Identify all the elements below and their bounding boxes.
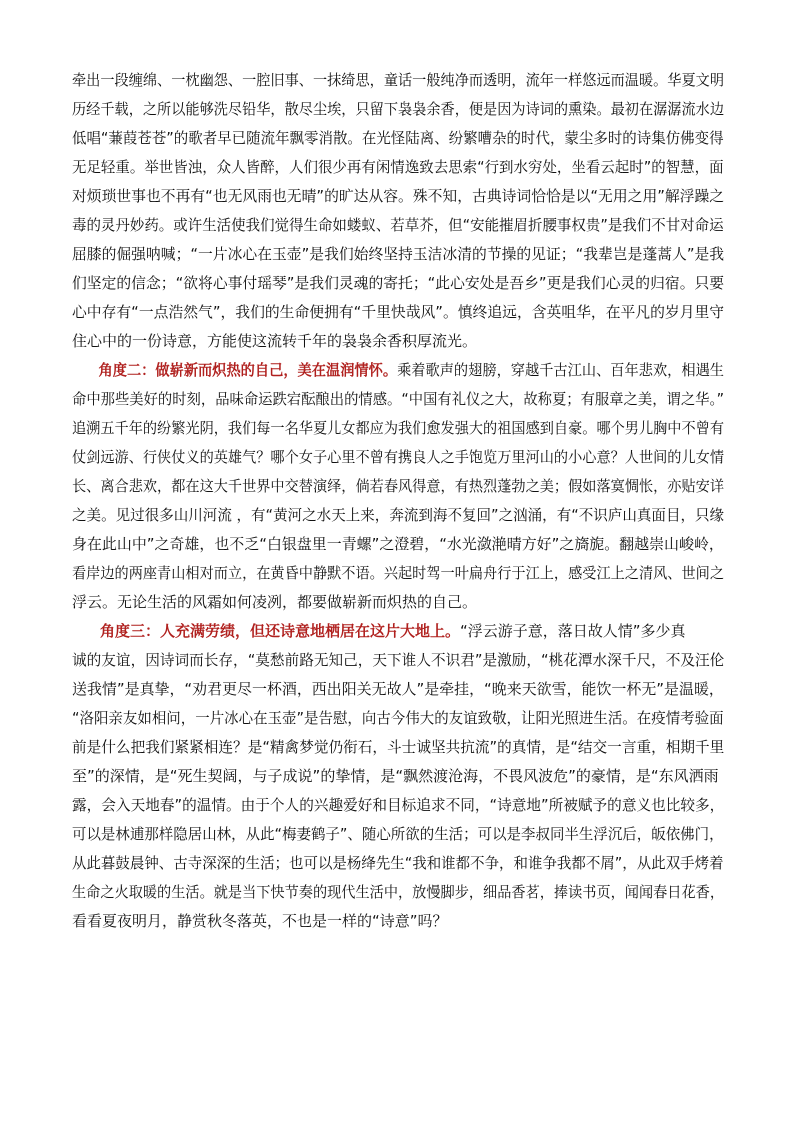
text-line: 低唱“蒹葭苍苍”的歌者早已随流年飘零消散。在光怪陆离、纷繁嘈杂的时代，蒙尘多时的诗集仿佛变得 <box>72 129 724 147</box>
text-line: 对烦琐世事也不再有“也无风雨也无晴”的旷达从容。殊不知，古典诗词恰恰是以“无用之用”解浮躁之 <box>72 187 725 205</box>
text-line: 可以是林逋那样隐居山林，从此“梅妻鹤子”、随心所欲的生活；可以是李叔同半生浮沉后，皈依佛门， <box>72 825 724 843</box>
text-line: 送我情”是真挚，“劝君更尽一杯酒，西出阳关无故人”是牵挂，“晚来天欲雪，能饮一杯无”是温暖， <box>72 680 724 698</box>
text-line: 屈膝的倔强呐喊；“一片冰心在玉壶”是我们始终坚持玉洁冰清的节操的见证；“我辈岂是蓬蒿人”是我 <box>72 245 725 263</box>
text-line: 牵出一段缠绵、一枕幽怨、一腔旧事、一抹绮思，童话一般纯净而透明，流年一样悠远而温暖。华夏文明 <box>72 71 725 89</box>
section-first-line <box>72 356 725 385</box>
text-line: 住心中的一份诗意，方能使这流转千年的袅袅余香积厚流光。 <box>72 332 478 350</box>
text-line: 从此暮鼓晨钟、古寺深深的生活；也可以是杨绛先生“我和谁都不争，和谁争我都不屑”，从此双手烤着 <box>72 854 724 872</box>
text-line: 诚的友谊，因诗词而长存，“莫愁前路无知己，天下谁人不识君”是激励，“桃花潭水深千尺，不及汪伦 <box>72 651 725 669</box>
text-line: 浮云。无论生活的风霜如何凌冽，都要做崭新而炽热的自己。 <box>72 593 478 611</box>
text-line: 身在此山中”之奇雄，也不乏“白银盘里一青螺”之澄碧，“水光潋滟晴方好”之旖旎。翻越崇山峻岭， <box>72 535 724 553</box>
text-line: 露，会入天地春”的温情。由于个人的兴趣爱好和目标追求不同，“诗意地”所被赋予的意义也比较多， <box>72 796 725 814</box>
text-line: 看岸边的两座青山相对而立，在黄昏中静默不语。兴起时驾一叶扁舟行于江上，感受江上之清风、世间之 <box>72 564 725 582</box>
text-line: 追溯五千年的纷繁光阴，我们每一名华夏儿女都应为我们愈发强大的祖国感到自豪。哪个男儿胸中不曾有 <box>72 419 725 437</box>
section-lead-text: 乘着歌声的翅膀，穿越千古江山、百年悲欢，相遇生 <box>397 361 725 379</box>
section-first-line <box>72 617 724 646</box>
text-line: 生命之火取暖的生活。就是当下快节奏的现代生活中，放慢脚步，细品香茗，捧读书页，闻闻春日花香， <box>72 883 725 901</box>
text-line: 之美。见过很多山川河流 ，有“黄河之水天上来，奔流到海不复回”之汹涌，有“不识庐山真面目，只缘 <box>72 506 725 524</box>
section-heading: 角度三：人充满劳绩，但还诗意地栖居在这片大地上。 <box>100 622 461 640</box>
text-line: 长、离合悲欢，都在这大千世界中交替演绎，倘若春风得意，有热烈蓬勃之美；假如落寞惆怅，亦贴安详 <box>72 477 725 495</box>
text-line: 毒的灵丹妙药。或许生活使我们觉得生命如蝼蚁、若草芥，但“安能摧眉折腰事权贵”是我们不甘对命运 <box>72 216 724 234</box>
section-lead-text: “浮云游子意，落日故人情”多少真 <box>460 622 686 640</box>
text-line: “洛阳亲友如相问，一片冰心在玉壶”是告慰，向古今伟大的友谊致敬，让阳光照进生活。在疫情考验面 <box>72 709 724 727</box>
text-line: 无足轻重。举世皆浊，众人皆醉，人们很少再有闲情逸致去思索“行到水穷处，坐看云起时”的智慧，面 <box>72 158 724 176</box>
section-angle-two <box>72 356 724 617</box>
text-line: 历经千载，之所以能够洗尽铅华，散尽尘埃，只留下袅袅余香，便是因为诗词的熏染。最初在潺潺流水边 <box>72 100 725 118</box>
text-line: 前是什么把我们紧紧相连？是“精禽梦觉仍衔石，斗士诚坚共抗流”的真情，是“结交一言重，相期千里 <box>72 738 725 756</box>
paragraph-intro <box>72 66 724 356</box>
section-angle-three <box>72 617 724 936</box>
text-line: 命中那些美好的时刻，品味命运跌宕酝酿出的情感。“中国有礼仪之大，故称夏；有服章之美，谓之华。” <box>72 390 725 408</box>
text-line: 仗剑远游、行侠仗义的英雄气？哪个女子心里不曾有携良人之手饱览万里河山的小心意？人世间的儿女情 <box>72 448 725 466</box>
text-line: 心中存有“一点浩然气”，我们的生命便拥有“千里快哉风”。慎终追远，含英咀华，在平凡的岁月里守 <box>72 303 725 321</box>
text-line: 看看夏夜明月，静赏秋冬落英，不也是一样的“诗意”吗？ <box>72 912 448 930</box>
text-line: 至”的深情，是“死生契阔，与子成说”的挚情，是“飘然渡沧海，不畏风波危”的豪情，是“东风洒雨 <box>72 767 719 785</box>
document-page <box>72 66 724 936</box>
section-heading: 角度二：做崭新而炽热的自己，美在温润情怀。 <box>98 361 398 379</box>
text-line: 们坚定的信念；“欲将心事付瑶琴”是我们灵魂的寄托；“此心安处是吾乡”更是我们心灵的归宿。只要 <box>72 274 725 292</box>
